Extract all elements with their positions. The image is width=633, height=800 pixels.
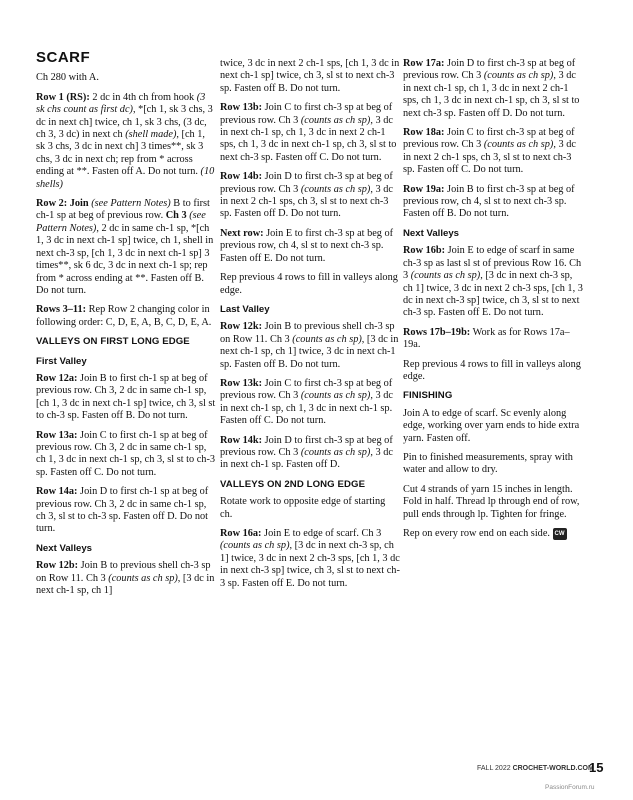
text-run: B to first ch-1 sp at beg of previous row. [36,198,210,222]
subsection-heading: Next Valleys [36,542,93,554]
site-label: CROCHET-WORLD.COM [512,765,594,772]
text-run: Join A to edge of scarf. Sc evenly along edge, working over yarn ends to hide extra yarn. Fasten off. [403,407,580,444]
paragraph [220,378,400,428]
text-run: (counts as ch sp) [108,572,178,584]
text-run: , [3 dc in next ch-1 sp, ch 1] twice, 3 dc in next ch-1 sp. Fasten off B. Do not turn. [220,333,399,370]
paragraph [220,272,400,297]
subsection-heading: Next Valleys [403,227,460,239]
text-run: Rep Row 2 changing color in following order: C, D, E, A, B, C, D, E, A. [36,304,212,328]
text-run: (10 shells) [36,166,215,190]
text-run: , 3 dc in next 2 ch-1 sps, ch 3, sl st to next ch-3 sp. Fasten off D. Do not turn. [220,183,393,220]
text-run: , 3 dc in next ch-1 sp, ch 1, 3 dc in next 2 ch-1 sps, ch 1, 3 dc in next ch-1 sp, ch 3, sl st to next ch-3 sp. Fasten off C. Do not turn. [220,114,397,163]
paragraph [403,327,583,352]
row-label: Row 1 (RS): [36,91,90,103]
row-label: Row 2: Join [36,198,89,210]
text-run: Join D to first ch-3 sp at beg of previous row. Ch 3 [220,434,393,458]
text-run: Rotate work to opposite edge of starting ch. [220,496,386,520]
paragraph [220,228,400,265]
subsection-heading: Last Valley [220,303,270,315]
text-run: Join E to first ch-3 sp at beg of previous row, ch 4, sl st to next ch-3 sp. Fasten off E. Do not turn. [220,227,394,264]
text-run: (counts as ch sp) [300,446,371,458]
section-heading: FINISHING [403,390,453,402]
paragraph [220,496,400,521]
text-run: Join E to edge of scarf in same ch-3 sp as last sl st of previous Row 16. Ch 3 [403,245,582,282]
text-run: (counts as ch sp) [483,139,554,151]
text-run: (shell made) [125,129,177,141]
paragraph [220,528,400,590]
page-footer [477,765,594,772]
paragraph [403,58,583,120]
paragraph [220,321,400,371]
row-label: Row 16a: [220,528,262,539]
text-run: , [ch 1, sk 3 chs, 3 dc in next ch] 3 times**, sk 3 chs, 3 dc in next ch; rep from * across ending at **. Fasten off A. Do not turn. [36,129,205,178]
paragraph [36,486,216,536]
paragraph [36,560,216,597]
section-heading: VALLEYS ON 2ND LONG EDGE [220,478,366,490]
text-run: (counts as ch sp) [300,183,371,195]
text-run: Join B to previous shell ch-3 sp on Row 11. Ch 3 [220,321,395,345]
paragraph [403,245,583,319]
row-label: Row 19a: [403,183,445,195]
text-run: Work as for Rows 17a–19a. [403,326,570,351]
paragraph [220,435,400,472]
page-title: SCARF [36,49,91,66]
text-run: (counts as ch sp) [292,333,362,345]
column-3 [403,58,583,547]
row-label: Row 12k: [220,321,263,333]
paragraph [36,92,216,191]
paragraph [36,430,216,480]
text-run: , 3 dc in next ch-1 sp. Fasten off D. [220,446,393,471]
issue-label: FALL 2022 [477,765,511,772]
page-number: 15 [589,760,604,775]
row-label: Ch 3 [165,210,187,222]
text-run: , [3 dc in next ch-3 sp, ch 1] twice, 3 dc in next 2 ch-3 sps, [ch 1, 3 dc in next ch-3 sp] twice, ch 3, sl st to next ch-3 sp. Fasten off E. Do not turn. [403,270,583,319]
text-run: twice, 3 dc in next 2 ch-1 sps, [ch 1, 3 dc in next ch-1 sp] twice, ch 3, sl st to next ch-3 sp. Fasten off B. Do not turn. [220,58,400,94]
text-run: 2 dc in 4th ch from hook [89,91,197,103]
text-run: Join B to first ch-3 sp at beg of previous row, ch 4, sl st to next ch-3 sp. Fasten off B. Do not turn. [403,183,575,220]
row-label: Row 13k: [220,377,263,389]
paragraph [220,171,400,221]
text-run: Join C to first ch-3 sp at beg of previous row. Ch 3 [220,102,393,126]
text-run: Rep on every row end on each side. [403,528,553,539]
text-run: Join B to previous shell ch-3 sp on Row 11. Ch 3 [36,560,211,584]
text-run: (counts as ch sp) [220,540,290,552]
row-label: Row 13b: [220,102,263,114]
row-label: Row 12a: [36,372,78,384]
paragraph [403,184,583,221]
row-label: Row 18a: [403,127,445,139]
row-label: Row 13a: [36,429,78,441]
section-heading: VALLEYS ON FIRST LONG EDGE [36,336,190,348]
subsection-heading: First Valley [36,355,87,367]
paragraph [220,102,400,164]
row-label: Rows 17b–19b: [403,326,471,338]
text-run: Rep previous 4 rows to fill in valleys along edge. [403,358,581,382]
text-run: (counts as ch sp) [300,390,371,402]
row-label: Row 14b: [220,171,263,183]
text-run: , 2 dc in same ch-1 sp, *[ch 1, 3 dc in next ch-1 sp] twice, ch 1, shell in next ch-3 sp, [ch 1, 3 dc in next ch-1 sp] 3 times**, sk 6 dc, 3 dc in next ch-1 sp; rep from * across ending at **. Fasten off B. Do not turn. [36,222,214,296]
paragraph [220,58,400,95]
text-run: , 3 dc in next ch-1 sp, ch 1, 3 dc in next 2 ch-1 sps, ch 1, 3 dc in next ch-1 sp, ch 3, sl st to next ch-3 sp. Fasten off D. Do not turn. [403,70,580,119]
paragraph [36,72,216,84]
text-run: Join D to first ch-3 sp at beg of previous row. Ch 3 [220,171,393,195]
paragraph [403,127,583,177]
text-run: Ch 280 with A. [36,72,99,84]
paragraph [403,528,583,540]
text-run: Join E to edge of scarf. Ch 3 [261,528,382,539]
paragraph [403,408,583,445]
paragraph [403,452,583,477]
text-run: Join C to first ch-3 sp at beg of previous row. Ch 3 [220,377,393,402]
text-run: (counts as ch sp) [410,270,481,282]
text-run: , [3 dc in next ch-1 sp, ch 1] [36,572,215,597]
text-run: Join C to first ch-1 sp at beg of previous row. Ch 3, 2 dc in same ch-1 sp, ch 1, 3 dc in next ch-1 sp, ch 3, sl st to ch-3 sp. Fasten off C. Do not turn. [36,429,216,478]
text-run: , [3 dc in next ch-3 sp, ch 1] twice, 3 dc in next 2 ch-3 sps, [ch 1, 3 dc in next ch-3 sp] twice, ch 3, sl st to next ch-3 sp. Fasten off E. Do not turn. [220,540,400,589]
text-run: Join D to first ch-1 sp at beg of previous row. Ch 3, 2 dc in same ch-1 sp, ch 3, sl st to ch-3 sp. Fasten off D. Do not turn. [36,486,209,535]
paragraph [403,484,583,521]
text-run: (3 sk chs count as first dc) [36,91,206,116]
column-1 [36,49,216,604]
row-label: Row 14a: [36,486,78,498]
row-label: Row 14k: [220,434,263,446]
text-run: Join B to first ch-1 sp at beg of previous row. Ch 3, 2 dc in same ch-1 sp, [ch 1, 3 dc in next ch-1 sp] twice, ch 3, sl st to ch-3 sp. Fasten off B. Do not turn. [36,372,216,422]
row-label: Row 17a: [403,58,445,69]
text-run: Cut 4 strands of yarn 15 inches in length. Fold in half. Thread lp through end of row, pull ends through lp. Tighten for fringe. [403,483,580,520]
paragraph [36,198,216,297]
paragraph [36,373,216,423]
row-label: Row 12b: [36,560,79,572]
text-run: (see Pattern Notes) [91,198,171,210]
text-run: Rep previous 4 rows to fill in valleys along edge. [220,272,398,296]
text-run: , 3 dc in next ch-1 sp, ch 1, 3 dc in next ch-1 sp. Fasten off C. Do not turn. [220,390,393,427]
row-label: Next row: [220,227,264,239]
paragraph [403,359,583,384]
text-run: , 3 dc in next 2 ch-1 sps, ch 3, sl st to next ch-3 sp. Fasten off C. Do not turn. [403,139,576,176]
text-run: (see Pattern Notes) [36,210,206,234]
watermark: PassionForum.ru [545,784,595,791]
text-run: Join C to first ch-3 sp at beg of previous row. Ch 3 [403,127,575,151]
text-run: , *[ch 1, sk 3 chs, 3 dc in next ch] twice, ch 1, sk 3 chs, (3 dc, ch 3, 3 dc) in next ch [36,104,213,141]
text-run: (counts as ch sp) [300,114,371,126]
text-run: Join D to first ch-3 sp at beg of previous row. Ch 3 [403,58,576,82]
column-2 [220,58,400,597]
row-label: Row 16b: [403,245,446,257]
paragraph [36,304,216,329]
row-label: Rows 3–11: [36,304,87,316]
cw-logo-icon: CW [553,528,567,540]
text-run: (counts as ch sp) [483,70,554,82]
text-run: Pin to finished measurements, spray with water and allow to dry. [403,451,573,476]
